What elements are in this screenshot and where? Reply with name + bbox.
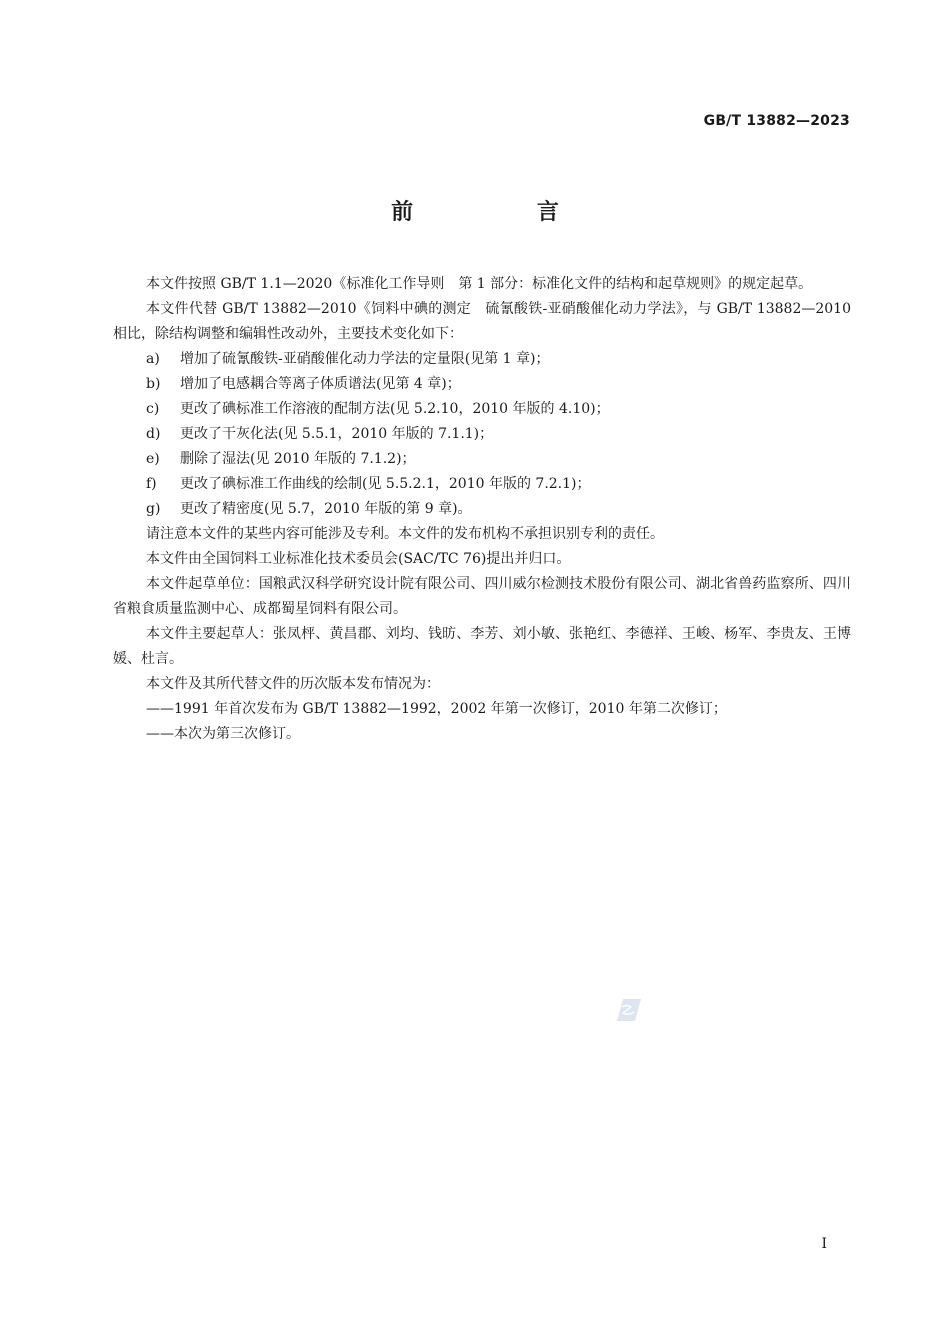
change-mark: b) [146, 376, 161, 392]
paragraph-patent-notice: 请注意本文件的某些内容可能涉及专利。本文件的发布机构不承担识别专利的责任。 [146, 526, 664, 542]
change-mark: f) [146, 476, 157, 492]
change-mark: e) [146, 451, 160, 467]
change-text: 更改了碘标准工作溶液的配制方法(见 5.2.10，2010 年版的 4.10)； [180, 401, 610, 417]
paragraph-history-intro: 本文件及其所代替文件的历次版本发布情况为： [146, 676, 440, 692]
paragraph-drafting-rules: 本文件按照 GB/T 1.1—2020《标准化工作导则 第 1 部分：标准化文件的结构和起草规则》的规定起草。 [146, 276, 813, 292]
paragraph-committee: 本文件由全国饲料工业标准化技术委员会(SAC/TC 76)提出并归口。 [146, 551, 571, 567]
foreword-body [113, 272, 851, 747]
history-item: ——1991 年首次发布为 GB/T 13882—1992，2002 年第一次修订，2010 年第二次修订； [146, 701, 727, 717]
change-item [113, 472, 851, 497]
page-title: 前 言 [391, 200, 617, 225]
change-item [113, 422, 851, 447]
sac-logo-icon [615, 998, 643, 1022]
change-text: 更改了干灰化法(见 5.5.1，2010 年版的 7.1.1)； [180, 426, 494, 442]
history-item: ——本次为第三次修订。 [146, 726, 300, 742]
change-item [113, 372, 851, 397]
change-item [113, 347, 851, 372]
standard-code: GB/T 13882—2023 [703, 113, 850, 129]
change-mark: a) [146, 351, 160, 367]
change-text: 增加了电感耦合等离子体质谱法(见第 4 章)； [180, 376, 461, 392]
paragraph-drafters: 本文件主要起草人：张凤枰、黄昌郡、刘均、钱昉、李芳、刘小敏、张艳红、李德祥、王峻、杨军、李贵友、王博媛、杜言。 [113, 626, 851, 667]
page-number: I [821, 1236, 827, 1252]
change-item [113, 497, 851, 522]
change-text: 更改了精密度(见 5.7，2010 年版的第 9 章)。 [180, 501, 472, 517]
change-text: 更改了碘标准工作曲线的绘制(见 5.5.2.1，2010 年版的 7.2.1)； [180, 476, 591, 492]
change-mark: d) [146, 426, 161, 442]
change-mark: c) [146, 401, 160, 417]
change-item [113, 447, 851, 472]
change-text: 增加了硫氰酸铁-亚硝酸催化动力学法的定量限(见第 1 章)； [180, 351, 550, 367]
change-text: 删除了湿法(见 2010 年版的 7.1.2)； [180, 451, 416, 467]
paragraph-drafting-units: 本文件起草单位：国粮武汉科学研究设计院有限公司、四川威尔检测技术股份有限公司、湖北省兽药监察所、四川省粮食质量监测中心、成都蜀星饲料有限公司。 [113, 576, 851, 617]
paragraph-replacement: 本文件代替 GB/T 13882—2010《饲料中碘的测定 硫氰酸铁-亚硝酸催化动力学法》，与 GB/T 13882—2010 相比，除结构调整和编辑性改动外，主要技术变化如下： [113, 301, 851, 342]
change-mark: g) [146, 501, 161, 517]
change-item [113, 397, 851, 422]
